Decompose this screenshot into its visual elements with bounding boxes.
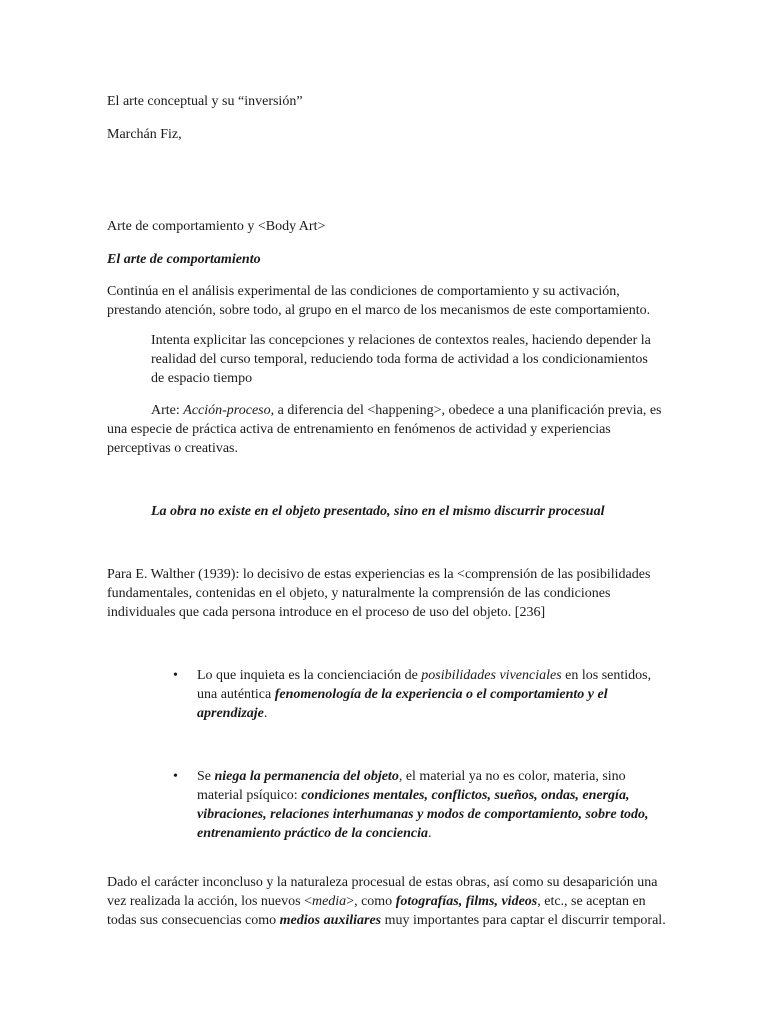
paragraph-3-italic: Acción-proceso, [183,403,275,418]
bullet-1-text-d: fenomenología de la experiencia o el comportamiento y el aprendizaje [197,687,608,721]
bullet-1-text-a: Lo que inquieta es la concienciación de [197,668,422,683]
paragraph-4: Para E. Walther (1939): lo decisivo de estas experiencias es la <comprensión de las posibilidades fundamentales, contenidas en el objeto, y naturalmente la comprensión de las condiciones individuales que cada persona introduce en el proceso de uso del objeto. [236] [107,567,651,620]
section-title: Arte de comportamiento y <Body Art> [107,219,326,234]
closing-text-e: , etc., se aceptan en todas sus consecuencias como [107,894,646,928]
bullet-item-1 [173,666,657,723]
bullet-2-text-d: condiciones mentales, conflictos, sueños, ondas, energía, vibraciones, relaciones interhumanas y modos de comportamiento, sobre todo, entrenamiento práctico de la conciencia [197,788,649,841]
paragraph-3-rest: a diferencia del <happening>, obedece a una planificación previa, es una especie de práctica activa de entrenamiento en fenómenos de actividad y experiencias perceptivas o creativas. [107,403,662,456]
closing-paragraph [107,873,667,930]
closing-text-d: fotografías, films, videos [395,894,538,909]
bullet-2-text-a: Se [197,769,215,784]
closing-text-f: medios auxiliares [279,913,382,928]
bullet-2-text-b: niega la permanencia del objeto [214,769,399,784]
document-author: Marchán Fiz, [107,127,182,142]
bullet-dot-icon: • [173,769,178,784]
highlight-quote: La obra no existe en el objeto presentado, sino en el mismo discurrir procesual [151,504,605,519]
section-subtitle: El arte de comportamiento [107,252,261,267]
closing-text-g: muy importantes para captar el discurrir temporal. [381,913,666,928]
bullet-1-text-b: posibilidades vivenciales [421,668,562,683]
closing-text-b: media [311,894,347,909]
bullet-2-text-c: , el material ya no es color, materia, sino material psíquico: [197,769,626,803]
paragraph-3-prefix: Arte: [151,403,184,418]
bullet-item-2 [173,767,657,843]
paragraph-1: Continúa en el análisis experimental de las condiciones de comportamiento y su activación, prestando atención, sobre todo, al grupo en el marco de los mecanismos de este comportamiento. [107,284,651,318]
bullet-1-text-c: en los sentidos, una auténtica [197,668,652,702]
paragraph-3 [107,401,667,458]
bullet-dot-icon: • [173,668,178,683]
bullet-2-text-e: . [427,826,432,841]
bullet-1-text-e: . [263,706,268,721]
document-title: El arte conceptual y su “inversión” [107,94,303,109]
paragraph-2: Intenta explicitar las concepciones y relaciones de contextos reales, haciendo depender la realidad del curso temporal, reduciendo toda forma de actividad a los condicionamientos de espacio tiempo [151,333,651,386]
closing-text-c: >, como [346,894,396,909]
closing-text-a: Dado el carácter inconcluso y la naturaleza procesual de estas obras, así como su desaparición una vez realizada la acción, los nuevos < [107,875,658,909]
